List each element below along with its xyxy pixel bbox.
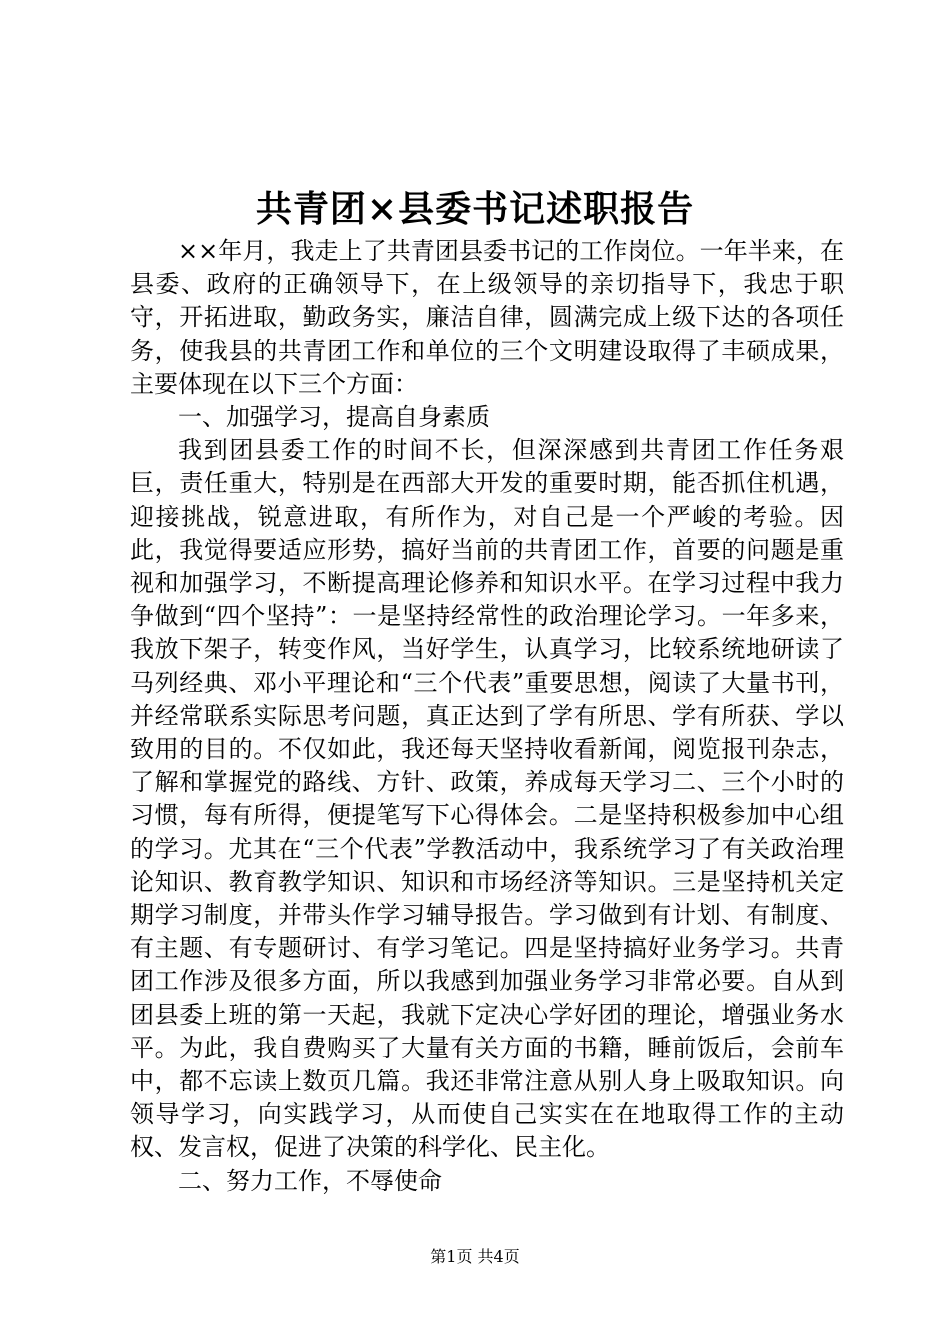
document-body <box>130 235 844 1198</box>
page-footer: 第1页 共4页 <box>430 1247 520 1266</box>
document-title: 共青团×县委书记述职报告 <box>255 188 695 230</box>
section-heading-1: 一、加强学习，提高自身素质 <box>178 403 490 432</box>
section-1-paragraph: 我到团县委工作的时间不长，但深深感到共青团工作任务艰巨，责任重大，特别是在西部大开发的重要时期，能否抓住机遇，迎接挑战，锐意进取，有所作为，对自己是一个严峻的考验。因此，我觉得要适应形势，搞好当前的共青团工作，首要的问题是重视和加强学习，不断提高理论修养和知识水平。在学习过程中我力争做到“四个坚持”：一是坚持经常性的政治理论学习。一年多来，我放下架子，转变作风，当好学生，认真学习，比较系统地研读了马列经典、邓小平理论和“三个代表”重要思想，阅读了大量书刊，并经常联系实际思考问题，真正达到了学有所思、学有所获、学以致用的目的。不仅如此，我还每天坚持收看新闻，阅览报刊杂志，了解和掌握党的路线、方针、政策，养成每天学习二、三个小时的习惯，每有所得，便提笔写下心得体会。二是坚持积极参加中心组的学习。尤其在“三个代表”学教活动中，我系统学习了有关政治理论知识、教育教学知识、知识和市场经济等知识。三是坚持机关定期学习制度，并带头作学习辅导报告。学习做到有计划、有制度、有主题、有专题研讨、有学习笔记。四是坚持搞好业务学习。共青团工作涉及很多方面，所以我感到加强业务学习非常必要。自从到团县委上班的第一天起，我就下定决心学好团的理论，增强业务水平。为此，我自费购买了大量有关方面的书籍，睡前饭后，会前车中，都不忘读上数页几篇。我还非常注意从别人身上吸取知识。向领导学习，向实践学习，从而使自己实实在在地取得工作的主动权、发言权，促进了决策的科学化、民主化。 <box>130 436 844 1162</box>
section-heading-2: 二、努力工作，不辱使命 <box>178 1166 442 1195</box>
intro-paragraph: ××年月，我走上了共青团县委书记的工作岗位。一年半来，在县委、政府的正确领导下，在上级领导的亲切指导下，我忠于职守，开拓进取，勤政务实，廉洁自律，圆满完成上级下达的各项任务，使我县的共青团工作和单位的三个文明建设取得了丰硕成果，主要体现在以下三个方面： <box>130 237 844 398</box>
